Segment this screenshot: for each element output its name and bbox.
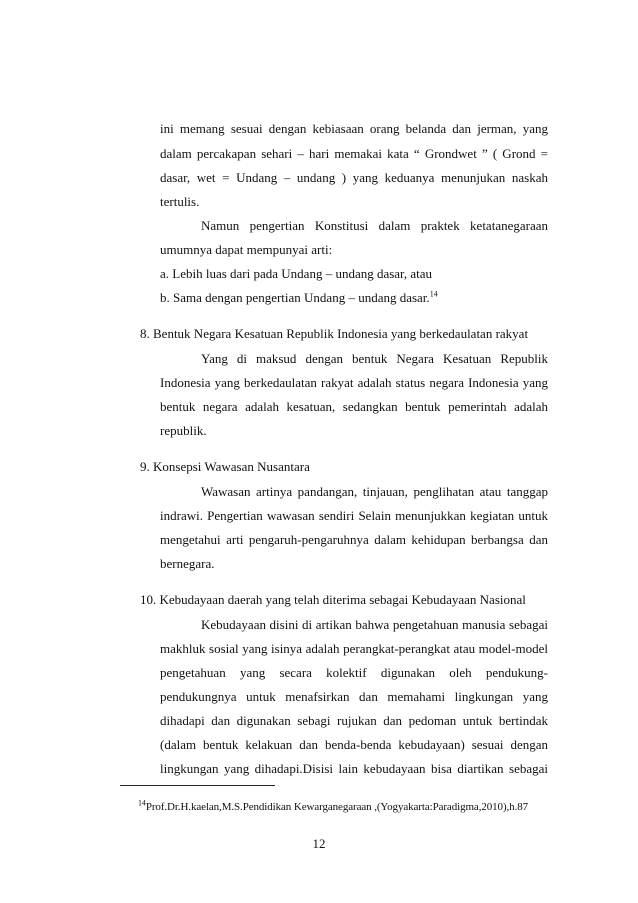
footnote-text: Prof.Dr.H.kaelan,M.S.Pendidikan Kewarganegaraan ,(Yogyakarta:Paradigma,2010),h.87 (145, 801, 529, 813)
text-line: Yang di maksud dengan bentuk Negara Kesatuan Republik (201, 351, 548, 366)
text-line: Kebudayaan disini di artikan bahwa pengetahuan manusia sebagai (201, 617, 548, 632)
section-heading: 8. Bentuk Negara Kesatuan Republik Indonesia yang berkedaulatan rakyat (140, 326, 529, 341)
text-line: Wawasan artinya pandangan, tinjauan, penglihatan atau tanggap (201, 484, 548, 499)
text-line: Indonesia yang berkedaulatan rakyat adalah status negara Indonesia yang (160, 375, 548, 390)
text-line: mengetahui arti pengaruh-pengaruhnya dalam kehidupan berbangsa dan (160, 532, 548, 547)
text-line: lingkungan yang dihadapi.Disisi lain kebudayaan bisa diartikan sebagai (160, 761, 548, 776)
section-heading: 9. Konsepsi Wawasan Nusantara (140, 459, 310, 474)
text-line: dasar, wet = Undang – undang ) yang keduanya menunjukan naskah (160, 170, 548, 185)
text-line: pengetahuan yang secara kolektif digunakan oleh pendukung- (160, 665, 548, 680)
footnote-reference: 14 (429, 289, 438, 299)
text-line: makhluk sosial yang isinya adalah perangkat-perangkat atau model-model (160, 641, 548, 656)
footnote-number: 14 (138, 798, 146, 808)
footnote (138, 798, 529, 813)
page-number: 12 (312, 836, 326, 851)
text-line: tertulis. (160, 194, 200, 209)
text-line: bentuk negara adalah kesatuan, sedangkan bentuk pemerintah adalah (160, 399, 548, 414)
text-line: bernegara. (160, 556, 215, 571)
text-line: pendukungnya untuk menafsirkan dan memahami lingkungan yang (160, 689, 548, 704)
text-line: umumnya dapat mempunyai arti: (160, 242, 333, 257)
footnote-separator (120, 785, 275, 786)
text-line: dalam percakapan sehari – hari memakai kata “ Grondwet ” ( Grond = (160, 146, 548, 161)
list-item-text: b. Sama dengan pengertian Undang – undang dasar. (160, 290, 430, 305)
text-line: (dalam bentuk kelakuan dan benda-benda kebudayaan) sesuai dengan (160, 737, 548, 752)
text-line: republik. (160, 423, 207, 438)
list-item (160, 290, 438, 306)
list-item: a. Lebih luas dari pada Undang – undang dasar, atau (160, 266, 433, 281)
text-line: ini memang sesuai dengan kebiasaan orang belanda dan jerman, yang (160, 121, 548, 136)
section-heading: 10. Kebudayaan daerah yang telah diterima sebagai Kebudayaan Nasional (140, 592, 526, 607)
text-line: dihadapi dan digunakan sebagi rujukan dan pedoman untuk bertindak (160, 713, 548, 728)
text-line: Namun pengertian Konstitusi dalam praktek ketatanegaraan (201, 218, 548, 233)
text-line: indrawi. Pengertian wawasan sendiri Selain menunjukkan kegiatan untuk (160, 508, 548, 523)
